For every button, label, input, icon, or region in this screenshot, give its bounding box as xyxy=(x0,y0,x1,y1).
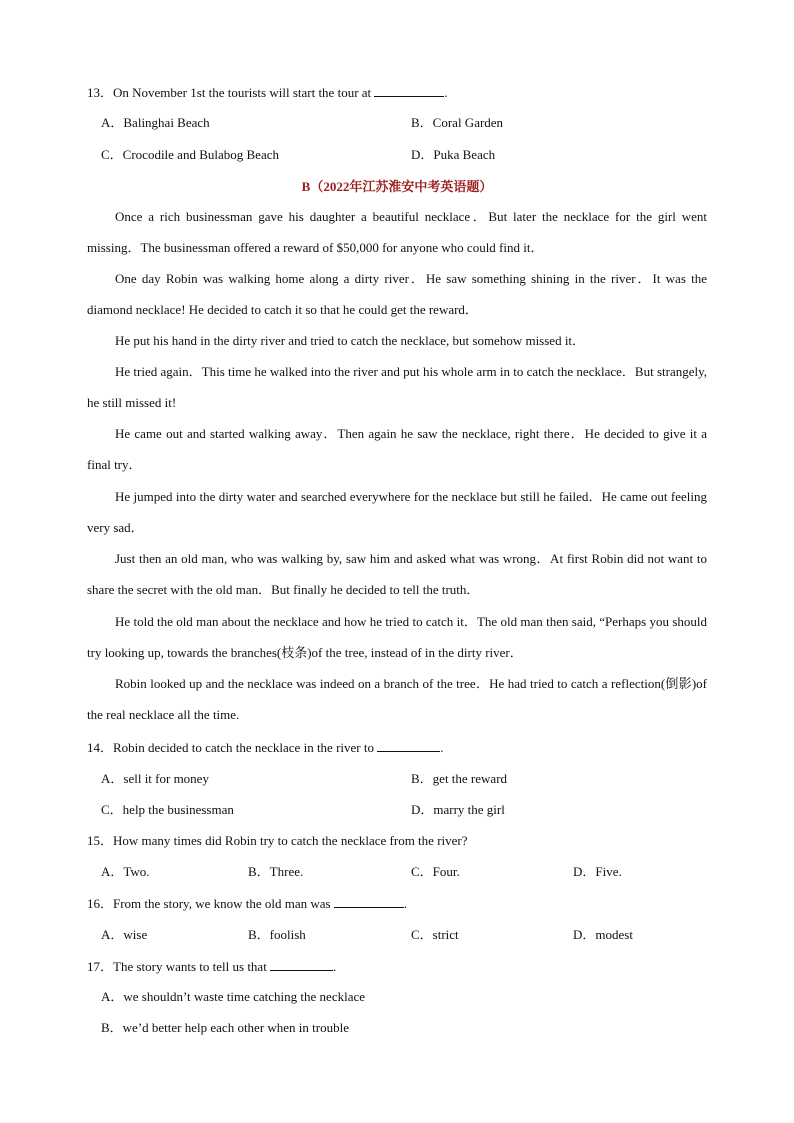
passage-paragraph: One day Robin was walking home along a dirty river．He saw something shining in the river．It was the diamond necklace! He decided to catch it so that he could get the reward． xyxy=(87,271,707,318)
question-13-option-c: C．Crocodile and Bulabog Beach xyxy=(101,147,279,162)
passage-paragraph: Just then an old man, who was walking by, saw him and asked what was wrong．At first Robin did not want to share the secret with the old man．But finally he decided to tell the truth． xyxy=(87,551,707,598)
answer-blank xyxy=(270,958,333,971)
question-16-stem: 16．From the story, we know the old man was xyxy=(87,896,331,911)
question-17 xyxy=(87,958,336,975)
question-17-option-a: A．we shouldn’t waste time catching the necklace xyxy=(101,989,366,1004)
question-16-option-c: C．strict xyxy=(411,927,459,942)
passage-paragraph: He tried again．This time he walked into the river and put his whole arm in to catch the necklace．But strangely, he still missed it! xyxy=(87,364,707,411)
passage-paragraph: He told the old man about the necklace and how he tried to catch it．The old man then said, “Perhaps you should try looking up, towards the branches(枝条)of the tree, instead of in the dirty river． xyxy=(87,614,707,661)
question-14-option-b: B．get the reward xyxy=(411,771,508,786)
passage-paragraph: He came out and started walking away．Then again he saw the necklace, right there．He decided to give it a final try． xyxy=(87,426,708,473)
passage-paragraph: Robin looked up and the necklace was indeed on a branch of the tree．He had tried to catch a reflection(倒影)of the real necklace all the time. xyxy=(87,676,707,723)
answer-blank xyxy=(377,739,440,752)
question-15-option-d: D．Five. xyxy=(573,864,622,879)
question-16-end: . xyxy=(403,896,408,911)
question-13-end: . xyxy=(444,85,448,100)
answer-blank xyxy=(374,84,444,97)
question-17-option-b: B．we’d better help each other when in trouble xyxy=(101,1020,349,1035)
question-16-option-b: B．foolish xyxy=(248,927,306,942)
question-16 xyxy=(87,895,407,912)
question-13-stem: 13．On November 1st the tourists will start the tour at xyxy=(87,85,372,100)
question-16-option-a: A．wise xyxy=(101,927,148,942)
question-15-option-b: B．Three. xyxy=(248,864,304,879)
passage-paragraph: Once a rich businessman gave his daughter a beautiful necklace．But later the necklace for the girl went missing．The businessman offered a reward of $50,000 for anyone who could find it． xyxy=(87,209,707,256)
question-14-option-a: A．sell it for money xyxy=(101,771,209,786)
answer-blank xyxy=(334,895,404,908)
question-13-option-b: B．Coral Garden xyxy=(411,115,504,130)
question-14 xyxy=(87,739,443,756)
question-15-option-a: A．Two. xyxy=(101,864,150,879)
question-15-option-c: C．Four. xyxy=(411,864,460,879)
section-b-title: B（2022年江苏淮安中考英语题） xyxy=(301,179,493,194)
question-14-option-c: C．help the businessman xyxy=(101,802,234,817)
question-17-end: . xyxy=(333,959,337,974)
question-13-option-d: D．Puka Beach xyxy=(411,147,496,162)
question-13 xyxy=(87,84,448,101)
passage-paragraph: He jumped into the dirty water and searched everywhere for the necklace but still he failed．He came out feeling very sad． xyxy=(87,489,707,536)
question-14-end: . xyxy=(440,740,444,755)
question-17-stem: 17．The story wants to tell us that xyxy=(87,959,267,974)
question-14-stem: 14．Robin decided to catch the necklace in the river to xyxy=(87,740,374,755)
question-13-option-a: A．Balinghai Beach xyxy=(101,115,210,130)
passage-paragraph: He put his hand in the dirty river and tried to catch the necklace, but somehow missed it． xyxy=(115,333,586,348)
question-16-option-d: D．modest xyxy=(573,927,633,942)
question-14-option-d: D．marry the girl xyxy=(411,802,505,817)
question-15-stem: 15．How many times did Robin try to catch the necklace from the river? xyxy=(87,833,468,848)
